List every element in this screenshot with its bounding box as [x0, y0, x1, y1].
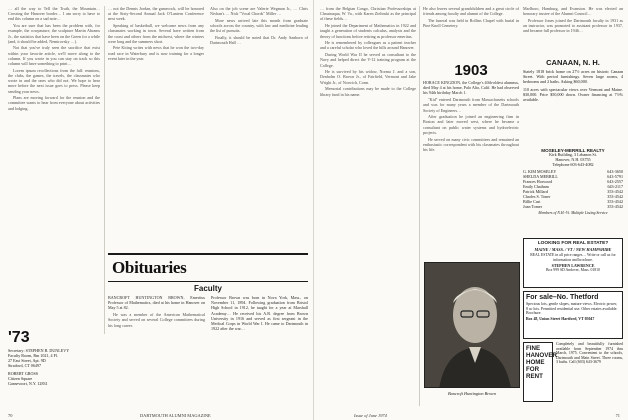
photo-caption: Bancroft Huntington Brown	[448, 391, 496, 396]
faculty-section	[108, 284, 308, 409]
canaan-ad-body-2: 110 acres with spectacular views over Vermont and Maine. $30,000. Price $50,000 down. Owner financing at 7½% available.	[523, 87, 623, 102]
canaan-ad-title: CANAAN, N. H.	[546, 58, 600, 67]
agent-row: SHELDA MERRILL 643-5791	[523, 174, 623, 180]
secretary-line: Secretary: STEPHEN B. DUNLEVY	[8, 348, 70, 353]
right-column-2	[423, 6, 519, 54]
canaan-ad-body: Stately 1818 brick home on 27½ acres on historic Canaan Street. With period furnishings. Seven large rooms, 4 bedrooms and 2 baths. Asking $60,000.	[523, 69, 623, 84]
looking-ad-body: REAL ESTATE in all price ranges… Write or call us for information and brochure.	[530, 253, 616, 262]
page-number-right: 71	[615, 413, 620, 418]
right-column-1	[320, 6, 416, 406]
canaan-ad	[523, 58, 623, 146]
year-heading: 1903	[454, 62, 488, 79]
looking-ad-title: LOOKING FOR REAL ESTATE?	[537, 241, 609, 246]
column-text: More news arrived late this month from graduate schools across the country, with law and medicine leading the list of pursuits.	[210, 17, 308, 34]
thetford-ad-body: Specious lots, gentle slopes, mature views. Electric power, 8 ac lots. Permitted residential use. Other estates available. Brochure.	[526, 302, 618, 316]
column-text: … from the Belgian Congo, Christian Professorships at Chautauqua, W. Va., with Karen Zielinski as the principal of these fields…	[320, 6, 416, 22]
thetford-ad	[523, 291, 623, 339]
class-year-heading: '73	[8, 329, 30, 346]
moseley-footer: Members of N.H.-Vt. Multiple Listing Service	[538, 211, 608, 216]
secretary-line: Gansevoort, N.Y. 12831	[8, 381, 48, 386]
column-text: Memorial contributions may be made to the College library fund in his name.	[320, 86, 416, 97]
agent-row: Joan Tomer 353-4542	[523, 204, 623, 210]
year-heading-block	[423, 60, 519, 82]
agent-row: Emily Chatham 643-2117	[523, 184, 623, 190]
column-text: You are sure that has been the problem with, for example, the cowpasture, the sculpture Martin Abrams Jr., the statistics that have been on the Green for a while (and, it should be added, Nemirovsky …).	[8, 23, 100, 44]
column-text: He joined the Department of Mathematics in 1922 and taught a generation of students calculus, analysis and the theory of functions before retiring as professor emeritus.	[320, 23, 416, 39]
agent-row: G. KIM MOSELEY 643-3650	[523, 169, 623, 175]
moseley-phone: Telephone 603-643-4082	[552, 161, 594, 167]
column-text: Pete Kiting writes with news that he won the two-day road race in Waterbury and is now training for a longer event later in the year.	[108, 45, 204, 61]
faculty-text: Professor Brown was born in Nova York, Mass., on November 11, 1894. Following graduation from Bristol High School in 1912, he taught for a year at Marshall Academy… He received his A.B. degree from Brown University in 1916 and served as first sergeant in the Medical Corps in World War I. He came to Dartmouth in 1922 after the war…	[211, 295, 308, 332]
looking-ad-regions: MAINE / MASS. / VT / NEW HAMPSHIRE	[534, 247, 612, 252]
portrait-photo	[424, 262, 520, 388]
right-column-2b	[423, 80, 519, 258]
column-rule	[419, 6, 420, 406]
column-text: He served on many civic committees and remained an enthusiastic correspondent with his classmates throughout his life.	[423, 136, 519, 152]
secretary-line: Stratford, CT 06497	[8, 363, 42, 368]
looking-ad-agency: STEPHEN LAWRENCE	[551, 263, 595, 268]
secretary-line: Faculty Room, Rm 1021, 4 Fl.	[8, 353, 59, 358]
thetford-ad-title: For sale–No. Thetford	[526, 294, 599, 301]
portrait-image	[425, 263, 520, 388]
page-number-left: 70	[8, 413, 13, 418]
faculty-text: He was a member of the American Mathematical Society and served on several College committees during his long career.	[108, 312, 205, 328]
secretary-line: ROBERT GROSS	[8, 371, 39, 376]
agent-row: Patrick Millard 353-4542	[523, 189, 623, 195]
agent-row: Billie Cast 353-4542	[523, 199, 623, 205]
column-text: He also leaves several grandchildren and a great circle of friends among faculty and alumni of the College.	[423, 6, 519, 17]
column-text: … not the Dennis Jordan, the gamecock, will be honored at the Sixty-Second Annual Jack O'Lantern Conference next week.	[108, 6, 204, 22]
column-text: Not that you've truly seen the sacrifice that exist within your favorite article, we'll move along to the column. If you wrote in you can stay on track so this column will have something to print…	[8, 45, 100, 67]
column-text: Lorem ipsum recollections from the fall: reunions, the clubs, the games, the travels, the classmates who wrote in and the ones who did not. We hope to hear more before the next issue goes to press. Please keep sending your news.	[8, 67, 100, 94]
column-text: Also on the job scene are Valerie Wegman Jr., … Chris Nivhan's … Nick "Vocal Chords" Miller …	[210, 6, 308, 17]
column-text: "Kid" entered Dartmouth from Massachusetts schools and was for many years a member of the Dartmouth Society of Engineers…	[423, 97, 519, 113]
column-text: Finally, it should be noted that Dr. Andy Sanborn of Dartmouth Hall …	[210, 35, 308, 46]
looking-ad-phone: Box 999 SD Andover, Mass. 01810	[546, 268, 600, 272]
right-column-3	[523, 6, 623, 56]
faculty-heading: Faculty	[193, 284, 222, 293]
fine-hanover-body: Completely and beautifully furnished available from September 1974 thru March, 1975. Convenient to the schools, Dartmouth and Main Street. Three rooms, 3 baths. Call (603) 643-3679	[556, 342, 623, 365]
column-text: After graduation he joined an engineering firm in Boston and later moved west, where he became a consultant on public water systems and hydroelectric projects.	[423, 114, 519, 135]
footer-issue: Issue of June 1974	[354, 413, 387, 418]
agent-row: Frances Horwood 643-2557	[523, 179, 623, 185]
column-text: Professor Jones joined the Dartmouth faculty in 1931 as an instructor, was promoted to assistant professor in 1937, and became full professor in 1946…	[523, 17, 623, 34]
left-column-2	[108, 6, 204, 250]
looking-ad	[523, 238, 623, 288]
secretary-line: Citizen Square	[8, 376, 33, 381]
faculty-text: BANCROFT HUNTINGTON BROWN, Emeritus Professor of Mathematics, died at his home in Hanover on May 5 at 82.	[108, 295, 205, 311]
fine-hanover-title: FINE HANOVER HOME FOR RENT	[523, 342, 553, 402]
agent-row: Charles S. Toner 353-4542	[523, 194, 623, 200]
left-column-3	[210, 6, 308, 250]
moseley-addr: Kirk Building, 3 Lebanon St.	[549, 152, 597, 157]
class-secretary-block	[8, 330, 100, 386]
column-text: He is remembered by colleagues as a patient teacher and a careful scholar who loved the hills around Hanover.	[320, 40, 416, 51]
column-text: The funeral was held in Rollins Chapel with burial in Pine Knoll Cemetery.	[423, 17, 519, 29]
right-page	[314, 0, 628, 420]
left-column-1	[8, 6, 100, 326]
thetford-ad-contact: Box 48, Union Street Hartford, VT 05047	[526, 316, 595, 321]
moseley-ad-title: MOSELEY-MERRILL REALTY	[541, 148, 605, 153]
column-text: … all the way to Tell the Truth, the Mountain… Crossing the Hanover border… I am sorry to have to end this column on a sad note…	[8, 6, 100, 22]
column-text: During World War II he served as consultant to the Navy and helped direct the V-12 training program at the College.	[320, 52, 416, 68]
moseley-ad	[523, 148, 623, 234]
column-text: He is survived by his widow, Norma J. and a son, Denholm O. Brown Jr., of Fairfield, Vermont and Jake Wright Jr., of Norwich, Conn.	[320, 69, 416, 85]
obituaries-header	[108, 250, 308, 285]
moseley-addr: Hanover, N.H. 03755	[555, 156, 591, 162]
fine-hanover-ad	[523, 342, 623, 402]
column-rule	[104, 6, 105, 334]
footer-magazine: DARTMOUTH ALUMNI MAGAZINE	[140, 413, 211, 418]
column-text: Marlboro, Hamburg, and Evanston. He was elected an honorary trustee of the Alumni Council…	[523, 6, 623, 17]
column-text: Speaking of basketball, we welcome news from any classmates working in town. Several have written from the coast and others from the midwest, where the winters were long and the summers short.	[108, 23, 204, 44]
column-text: HORACE KINGDON, the College's 40th-oldest alumnus, died May 4 at his home, Palo Alto, Calif. He had observed his 94th birthday March 1.	[423, 80, 519, 96]
column-text: Plans are moving forward for the reunion and the committee wants to hear from everyone about activities and lodging.	[8, 95, 100, 111]
obituaries-title: Obituaries	[112, 258, 187, 277]
secretary-line: 27 East Street, Apt. 9D	[8, 358, 46, 363]
